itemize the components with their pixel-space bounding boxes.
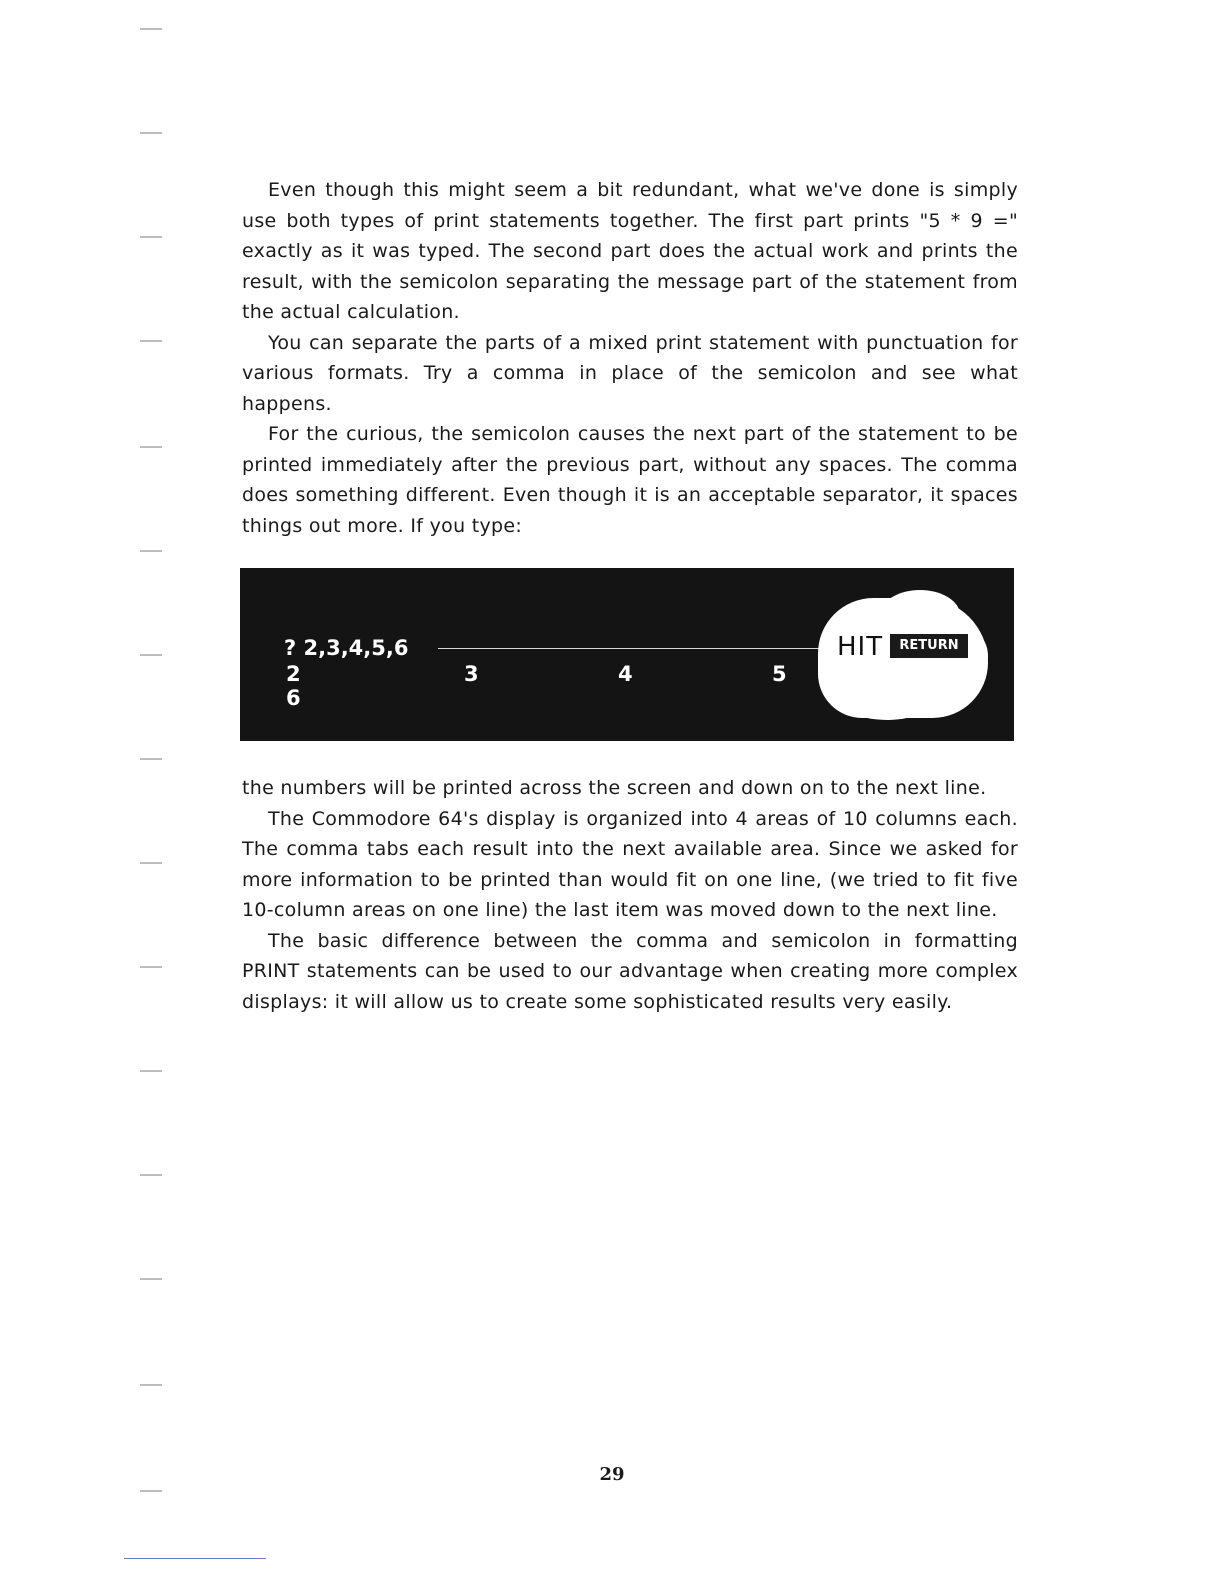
- binding-mark: [140, 1384, 162, 1386]
- screen-output-col4: 5: [772, 662, 787, 686]
- body-text-bottom: [242, 773, 1018, 1017]
- page-number: 29: [599, 1464, 625, 1485]
- return-key-icon: RETURN: [890, 634, 968, 658]
- screen-output-col1: 2: [286, 662, 301, 686]
- paragraph: For the curious, the semicolon causes the next part of the statement to be printed immediately after the previous part, without any spaces. The comma does something different. Even though it is an acceptable separator, it spaces things out more. If you type:: [242, 423, 1018, 537]
- paragraph: Even though this might seem a bit redundant, what we've done is simply use both types of print statements together. The first part prints "5 * 9 =" exactly as it was typed. The second part does the actual work and prints the result, with the semicolon separating the message part of the statement from the actual calculation.: [242, 179, 1018, 323]
- speech-cloud: [880, 590, 960, 640]
- screen-output-col3: 4: [618, 662, 633, 686]
- binding-mark: [140, 340, 162, 342]
- binding-mark: [140, 654, 162, 656]
- screen-output-row2: 6: [286, 686, 301, 710]
- binding-mark: [140, 446, 162, 448]
- paragraph: The basic difference between the comma and semicolon in formatting PRINT statements can be used to our advantage when creating more complex displays: it will allow us to create some sophisticated results very easily.: [242, 929, 1018, 1013]
- paragraph: The Commodore 64's display is organized into 4 areas of 10 columns each. The comma tabs each result into the next available area. Since we asked for more information to be printed than would fit on one line, (we tried to fit five 10-column areas on one line) the last item was moved down to the next line.: [242, 807, 1018, 921]
- binding-mark: [140, 1490, 162, 1492]
- computer-screen-illustration: [240, 568, 1014, 741]
- binding-mark: [140, 862, 162, 864]
- speech-cloud: [832, 660, 942, 720]
- paragraph: You can separate the parts of a mixed print statement with punctuation for various formats. Try a comma in place of the semicolon and see what happens.: [242, 331, 1018, 415]
- paragraph: the numbers will be printed across the screen and down on to the next line.: [242, 777, 987, 799]
- binding-mark: [140, 550, 162, 552]
- screen-output-col2: 3: [464, 662, 479, 686]
- binding-mark: [140, 132, 162, 134]
- arrow-line: [438, 648, 830, 649]
- bottom-rule: [124, 1558, 266, 1559]
- binding-mark: [140, 236, 162, 238]
- binding-mark: [140, 966, 162, 968]
- binding-mark: [140, 1174, 162, 1176]
- binding-mark: [140, 1278, 162, 1280]
- binding-mark: [140, 758, 162, 760]
- body-text-top: [242, 175, 1018, 541]
- binding-mark: [140, 1070, 162, 1072]
- binding-mark: [140, 28, 162, 30]
- screen-command: ? 2,3,4,5,6: [284, 636, 409, 660]
- hit-label: HIT: [837, 632, 884, 662]
